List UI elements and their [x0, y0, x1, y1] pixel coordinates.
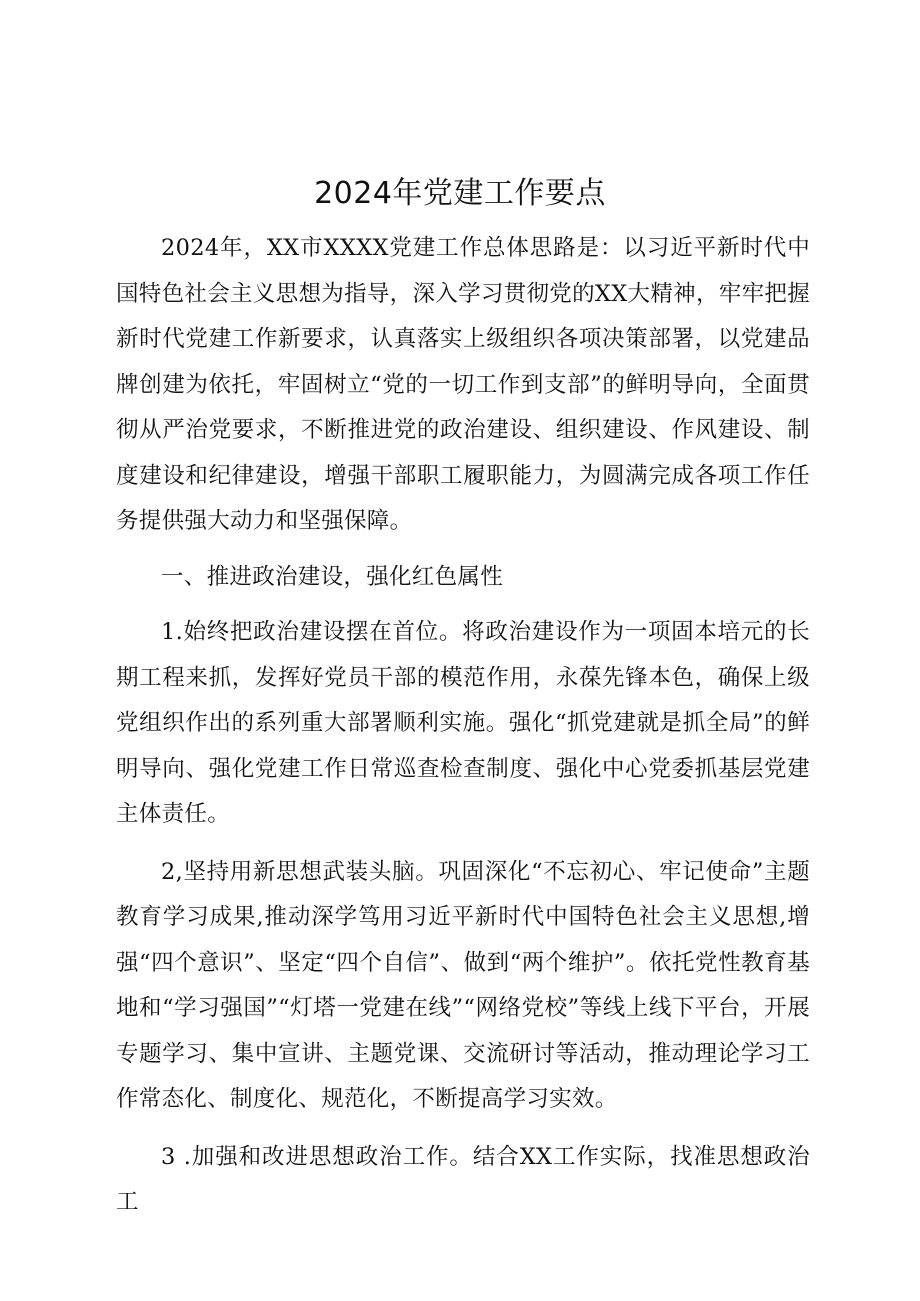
document-title: 2024年党建工作要点 — [314, 176, 606, 211]
document-body — [116, 226, 810, 1226]
intro-paragraph: 2024年，XX市XXXX党建工作总体思路是：以习近平新时代中国特色社会主义思想为指导，深入学习贯彻党的XX大精神，牢牢把握新时代党建工作新要求，认真落实上级组织各项决策部署，以党建品牌创建为依托，牢固树立“党的一切工作到支部”的鲜明导向，全面贯彻从严治党要求，不断推进党的政治建设、组织建设、作风建设、制度建设和纪律建设，增强干部职工履职能力，为圆满完成各项工作任务提供强大动力和坚强保障。 — [116, 235, 810, 534]
item-2-paragraph: 2,坚持用新思想武装头脑。巩固深化“不忘初心、牢记使命”主题教育学习成果,推动深学笃用习近平新时代中国特色社会主义思想,增强“四个意识”、坚定“四个自信”、做到“两个维护”。依托党性教育基地和“学习强国”“灯塔一党建在线”“网络党校”等线上线下平台，开展专题学习、集中宣讲、主题党课、交流研讨等活动，推动理论学习工作常态化、制度化、规范化，不断提高学习实效。 — [116, 858, 810, 1112]
item-3-paragraph: 3 .加强和改进思想政治工作。结合XX工作实际，找准思想政治工 — [116, 1143, 810, 1215]
section-heading-political-construction: 一、推进政治建设，强化红色属性 — [161, 563, 504, 590]
item-1-paragraph: 1.始终把政治建设摆在首位。将政治建设作为一项固本培元的长期工程来抓，发挥好党员干部的模范作用，永葆先锋本色，确保上级党组织作出的系列重大部署顺利实施。强化“抓党建就是抓全局”的鲜明导向、强化党建工作日常巡查检查制度、强化中心党委抓基层党建主体责任。 — [116, 619, 810, 827]
